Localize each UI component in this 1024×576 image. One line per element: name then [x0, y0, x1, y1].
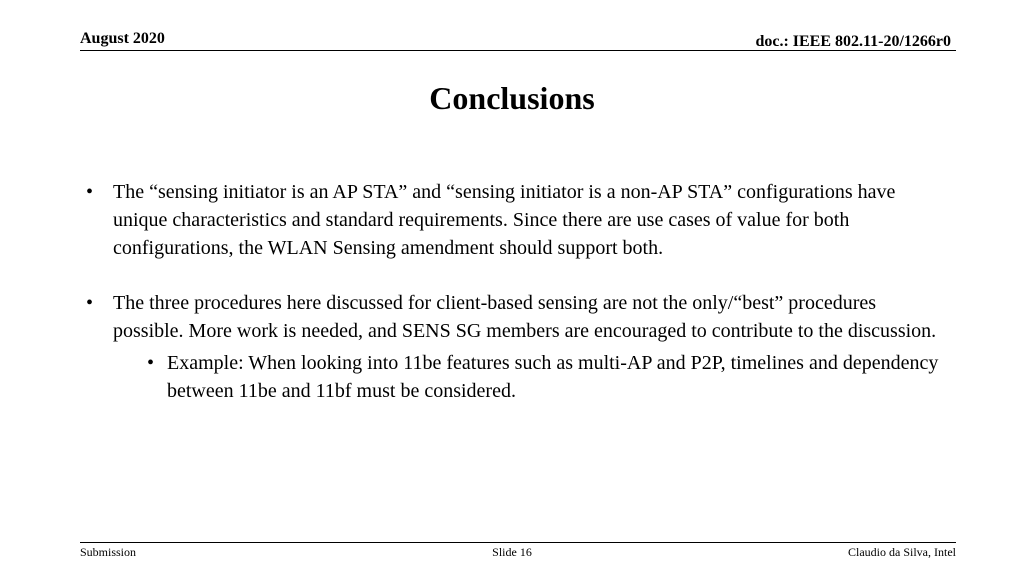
- bullet-marker: •: [86, 181, 94, 203]
- bullet-text: The “sensing initiator is an AP STA” and “sensing initiator is a non-AP STA” configurations have unique characteristics and standard requirements. Since there are use cases of value for both configurations, the WLAN Sensing amendment should support both.: [113, 181, 896, 259]
- bullet-text: The three procedures here discussed for client-based sensing are not the only/“best” procedures possible. More work is needed, and SENS SG members are encouraged to contribute to the discussion.: [113, 292, 937, 342]
- header-divider: [80, 50, 956, 51]
- bullet-marker: •: [86, 292, 94, 314]
- footer-slide-number: Slide 16: [492, 545, 532, 559]
- slide-title: Conclusions: [429, 80, 595, 116]
- bullet-item: [86, 178, 946, 262]
- sub-bullet-text: Example: When looking into 11be features such as multi-AP and P2P, timelines and dependency between 11be and 11bf must be considered.: [167, 352, 939, 402]
- header-doc-id: doc.: IEEE 802.11-20/1266r0: [755, 33, 951, 50]
- header-date: August 2020: [80, 30, 165, 47]
- bullet-item: [86, 289, 946, 405]
- sub-bullet-marker: •: [147, 352, 155, 374]
- footer-submission: Submission: [80, 545, 137, 559]
- slide-body: [86, 178, 946, 405]
- footer-divider: [80, 542, 956, 543]
- sub-bullet-item: [147, 349, 946, 405]
- footer-author: Claudio da Silva, Intel: [848, 545, 956, 559]
